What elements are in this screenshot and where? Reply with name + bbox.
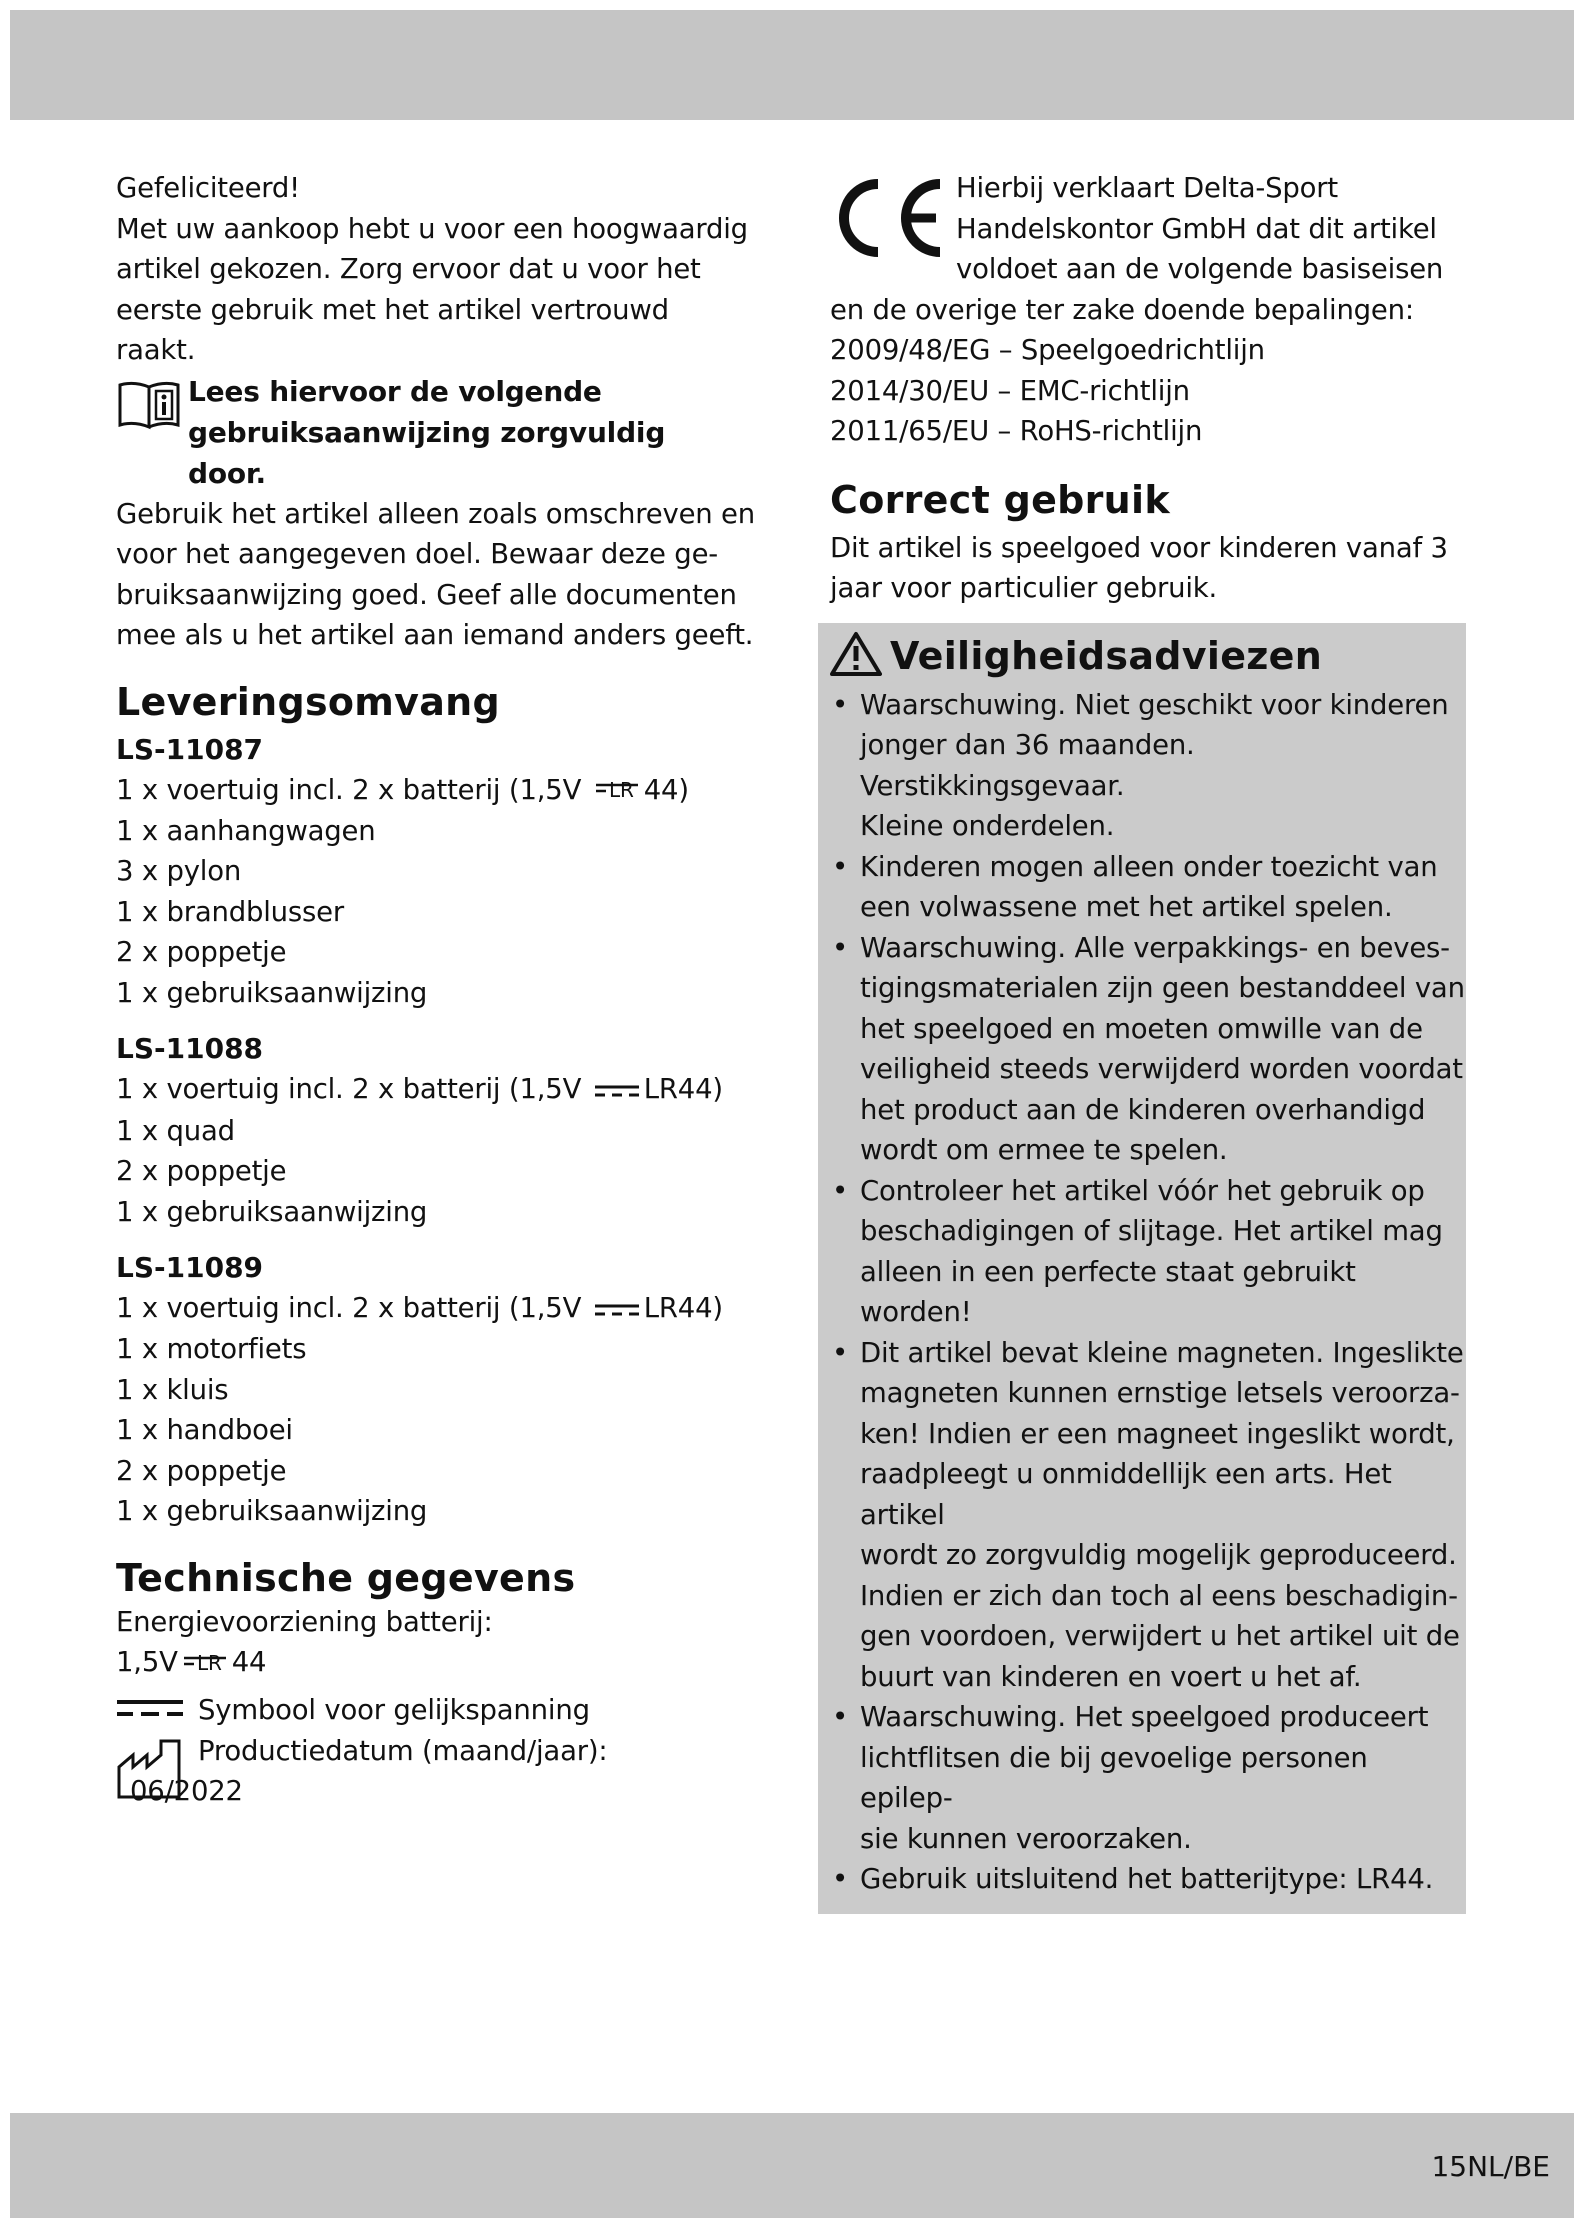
battery-suffix: LR44) bbox=[643, 1073, 723, 1106]
warning-triangle-icon bbox=[830, 631, 882, 681]
ce-declaration bbox=[830, 168, 1470, 290]
safety-line: jonger dan 36 maanden. Verstikkingsgevaar. bbox=[860, 729, 1195, 802]
model-code: LS-11088 bbox=[116, 1032, 264, 1066]
intro-line: Met uw aankoop hebt u voor een hoogwaardig bbox=[116, 212, 748, 245]
safety-line: • Waarschuwing. Het speelgoed produceert bbox=[860, 1701, 1429, 1733]
safety-line: gen voordoen, verwijdert u het artikel uit de bbox=[860, 1620, 1460, 1652]
battery-line bbox=[116, 1288, 756, 1329]
tech-heading: Technische gegevens bbox=[116, 1555, 576, 1600]
safety-line: buurt van kinderen en voert u het af. bbox=[860, 1660, 1362, 1693]
safety-item bbox=[830, 1859, 1466, 1900]
struck-lr-icon bbox=[182, 1643, 228, 1684]
item-line: 1 x gebruiksaanwijzing bbox=[116, 1195, 428, 1228]
correct-use-line: jaar voor particulier gebruik. bbox=[830, 572, 1218, 604]
ce-mark-icon bbox=[828, 170, 956, 270]
safety-line: • Dit artikel bevat kleine magneten. Ingeslikte bbox=[860, 1336, 1464, 1369]
item-line: 1 x aanhangwagen bbox=[116, 814, 376, 847]
safety-line: beschadigingen of slijtage. Het artikel mag bbox=[860, 1215, 1443, 1247]
safety-item bbox=[830, 1171, 1466, 1333]
safety-line: ken! Indien er een magneet ingeslikt wordt, bbox=[860, 1417, 1455, 1450]
safety-box bbox=[818, 623, 1466, 1914]
safety-line: alleen in een perfecte staat gebruikt worden! bbox=[860, 1255, 1356, 1328]
safety-list bbox=[818, 685, 1466, 1900]
dc-voltage-icon bbox=[594, 1070, 640, 1111]
left-column bbox=[116, 168, 756, 1812]
model-code: LS-11089 bbox=[116, 1251, 264, 1284]
directive-line: 2011/65/EU – RoHS-richtlijn bbox=[830, 415, 1203, 447]
battery-suffix: LR44) bbox=[643, 1292, 723, 1324]
ce-line: en de overige ter zake doende bepalingen: bbox=[830, 293, 1414, 326]
item-line: 1 x gebruiksaanwijzing bbox=[116, 1495, 428, 1528]
production-label: Productiedatum (maand/jaar): bbox=[198, 1734, 608, 1767]
usage-line: mee als u het artikel aan iemand anders geeft. bbox=[116, 619, 754, 651]
svg-text:LR: LR bbox=[196, 1651, 222, 1672]
dc-voltage-icon bbox=[594, 1289, 640, 1330]
safety-heading: Veiligheidsadviezen bbox=[890, 633, 1323, 678]
item-line: 3 x pylon bbox=[116, 855, 242, 888]
read-note-line: door. bbox=[188, 456, 266, 490]
svg-text:LR: LR bbox=[608, 778, 634, 800]
dc-symbol-text: Symbool voor gelijkspanning bbox=[198, 1693, 590, 1726]
directive-line: 2009/48/EG – Speelgoedrichtlijn bbox=[830, 334, 1265, 366]
model-block bbox=[116, 730, 756, 1014]
battery-line bbox=[116, 770, 756, 811]
page-number: 15NL/BE bbox=[1431, 2150, 1550, 2183]
safety-line: • Gebruik uitsluitend het batterijtype: LR44. bbox=[860, 1863, 1434, 1895]
intro-text bbox=[116, 168, 756, 371]
intro-line: eerste gebruik met het artikel vertrouwd raakt. bbox=[116, 293, 669, 366]
item-line: 1 x quad bbox=[116, 1114, 235, 1147]
model-block bbox=[116, 1029, 756, 1232]
model-code: LS-11087 bbox=[116, 732, 264, 766]
safety-line: veiligheid steeds verwijderd worden voordat bbox=[860, 1053, 1463, 1085]
safety-line: een volwassene met het artikel spelen. bbox=[860, 891, 1393, 923]
read-note-line: Lees hiervoor de volgende bbox=[188, 374, 602, 408]
usage-text bbox=[116, 494, 756, 656]
usage-line: bruiksaanwijzing goed. Geef alle documenten bbox=[116, 578, 737, 611]
delivery-heading: Leveringsomvang bbox=[116, 679, 501, 724]
safety-line: Indien er zich dan toch al eens beschadigin- bbox=[860, 1579, 1458, 1612]
ce-line: Handelskontor GmbH dat dit artikel bbox=[956, 212, 1437, 245]
correct-use-line: Dit artikel is speelgoed voor kinderen vanaf 3 bbox=[830, 531, 1448, 564]
dc-symbol-row bbox=[116, 1690, 756, 1731]
safety-line: sie kunnen veroorzaken. bbox=[860, 1822, 1192, 1855]
energy-value bbox=[116, 1642, 756, 1683]
intro-line: artikel gekozen. Zorg ervoor dat u voor het bbox=[116, 253, 701, 285]
production-date-row bbox=[116, 1731, 756, 1812]
energy-prefix: 1,5V bbox=[116, 1646, 178, 1679]
header-band bbox=[10, 10, 1574, 120]
safety-line: tigingsmaterialen zijn geen bestanddeel van bbox=[860, 972, 1465, 1004]
intro-line: Gefeliciteerd! bbox=[116, 172, 300, 204]
safety-header bbox=[818, 631, 1466, 681]
safety-item bbox=[830, 1697, 1466, 1859]
usage-line: Gebruik het artikel alleen zoals omschreven en bbox=[116, 497, 756, 530]
safety-line: wordt zo zorgvuldig mogelijk geproduceerd. bbox=[860, 1539, 1457, 1571]
item-line: 1 x motorfiets bbox=[116, 1333, 307, 1366]
safety-line: raadpleegt u onmiddellijk een arts. Het artikel bbox=[860, 1458, 1392, 1531]
right-column bbox=[830, 168, 1470, 1914]
read-note-line: gebruiksaanwijzing zorgvuldig bbox=[188, 415, 666, 449]
ce-line: Hierbij verklaart Delta-Sport bbox=[956, 172, 1338, 204]
struck-lr-icon bbox=[594, 770, 640, 811]
safety-line: wordt om ermee te spelen. bbox=[860, 1134, 1228, 1166]
battery-prefix: 1 x voertuig incl. 2 x batterij (1,5V bbox=[116, 1073, 582, 1106]
battery-suffix: 44) bbox=[643, 773, 689, 806]
book-info-icon bbox=[116, 379, 188, 435]
item-line: 1 x handboei bbox=[116, 1414, 293, 1447]
factory-icon bbox=[116, 1737, 186, 1805]
item-line: 2 x poppetje bbox=[116, 1155, 287, 1187]
safety-line: Kleine onderdelen. bbox=[860, 810, 1115, 842]
item-line: 1 x kluis bbox=[116, 1373, 229, 1406]
item-line: 1 x brandblusser bbox=[116, 895, 344, 928]
ce-line: voldoet aan de volgende basiseisen bbox=[956, 253, 1444, 285]
correct-use-heading: Correct gebruik bbox=[830, 477, 1170, 522]
item-line: 1 x gebruiksaanwijzing bbox=[116, 976, 428, 1009]
energy-label: Energievoorziening batterij: bbox=[116, 1605, 493, 1638]
item-line: 2 x poppetje bbox=[116, 936, 287, 969]
safety-line: het product aan de kinderen overhandigd bbox=[860, 1093, 1426, 1126]
footer-band bbox=[10, 2113, 1574, 2218]
safety-line: • Kinderen mogen alleen onder toezicht van bbox=[860, 850, 1438, 883]
dc-voltage-icon bbox=[116, 1690, 184, 1731]
safety-line: • Waarschuwing. Niet geschikt voor kinderen bbox=[860, 688, 1449, 721]
model-block bbox=[116, 1248, 756, 1532]
safety-line: lichtflitsen die bij gevoelige personen epilep- bbox=[860, 1741, 1368, 1814]
item-line: 2 x poppetje bbox=[116, 1454, 287, 1487]
battery-prefix: 1 x voertuig incl. 2 x batterij (1,5V bbox=[116, 1292, 582, 1324]
safety-item bbox=[830, 685, 1466, 847]
battery-line bbox=[116, 1069, 756, 1110]
safety-item bbox=[830, 1333, 1466, 1698]
energy-suffix: 44 bbox=[231, 1646, 267, 1679]
safety-line: • Waarschuwing. Alle verpakkings- en beves- bbox=[860, 931, 1450, 964]
safety-item bbox=[830, 847, 1466, 928]
battery-prefix: 1 x voertuig incl. 2 x batterij (1,5V bbox=[116, 773, 582, 806]
safety-item bbox=[830, 928, 1466, 1171]
usage-line: voor het aangegeven doel. Bewaar deze ge- bbox=[116, 538, 719, 570]
directive-line: 2014/30/EU – EMC-richtlijn bbox=[830, 374, 1190, 407]
production-date: 06/2022 bbox=[130, 1775, 243, 1808]
safety-line: magneten kunnen ernstige letsels veroorza- bbox=[860, 1377, 1460, 1409]
safety-line: • Controleer het artikel vóór het gebruik op bbox=[860, 1174, 1425, 1207]
read-instructions-note bbox=[116, 371, 756, 494]
safety-line: het speelgoed en moeten omwille van de bbox=[860, 1012, 1423, 1045]
